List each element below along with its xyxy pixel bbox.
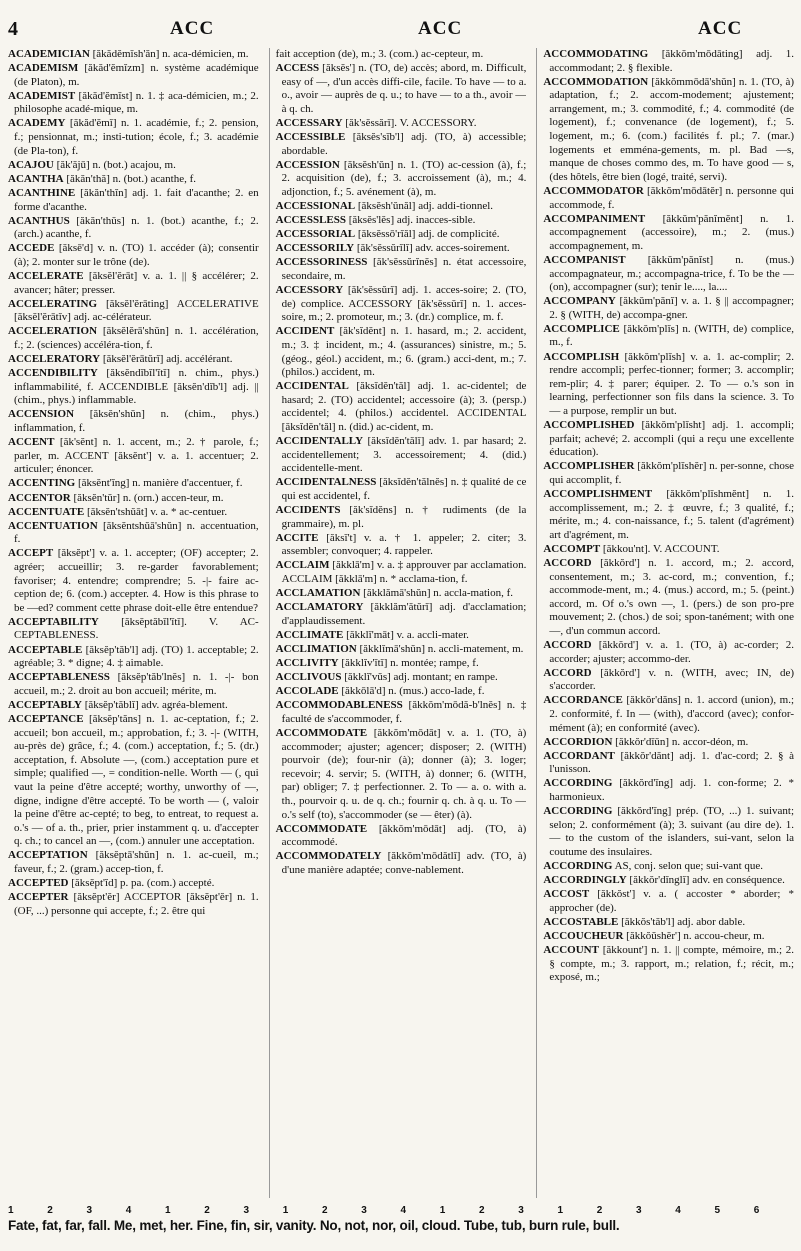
dictionary-entry (8, 506, 259, 520)
entry-definition: [ăkkŏr'dăns] n. 1. accord (union), m.; 2. conformité, f. In — (with), d'accord (avec); confor-mément (à); en conformité (avec). (549, 694, 794, 734)
pronunciation-number: 4 (400, 1205, 407, 1216)
dictionary-columns (8, 48, 794, 1198)
entry-headword: ACCENTUATION (8, 519, 98, 532)
dictionary-entry (543, 750, 794, 777)
entry-headword: ACCENT (8, 436, 55, 449)
entry-definition: [ăksĕpt'ĭd] p. pa. (com.) accepté. (71, 877, 215, 890)
pronunciation-number: 1 (557, 1205, 564, 1216)
entry-headword: ACCITE (275, 531, 319, 544)
dictionary-entry (8, 436, 259, 477)
entry-headword: ACADEMIST (8, 89, 76, 102)
dictionary-entry (543, 667, 794, 694)
entry-headword: ACANTHINE (8, 186, 76, 199)
entry-headword: ACCEPT (8, 547, 54, 560)
dictionary-entry (276, 284, 527, 325)
entry-definition: [ăksĕpt'ĕr] ACCEPTOR [ăksĕpt'ĕr] n. 1. (OF, ...) personne qui accepte, f.; 2. être qui (14, 891, 259, 917)
entry-headword: ACCESSORIAL (275, 228, 356, 241)
entry-headword: ACCELERATORY (8, 353, 101, 366)
dictionary-entry (276, 504, 527, 531)
entry-definition: [ăksĕptăbĭl'ĭtĭ]. V. AC-CEPTABLENESS. (14, 615, 259, 642)
dictionary-entry (543, 488, 794, 542)
entry-headword: ACCOMPANY (543, 295, 616, 308)
pronunciation-number: 2 (204, 1205, 210, 1216)
dictionary-entry (543, 694, 794, 735)
entry-headword: ACCOMPLISHMENT (543, 488, 653, 500)
entry-headword: ACCESSIBLE (275, 131, 346, 144)
dictionary-entry (8, 62, 259, 89)
entry-headword: ACCORD (543, 556, 592, 569)
entry-headword: ACCESSLESS (275, 214, 346, 227)
dictionary-entry (276, 850, 527, 877)
entry-definition: [ăkkŏm'plĭs] n. (WITH, de) complice, m., f. (549, 322, 794, 349)
entry-headword: ACCORD (543, 639, 592, 652)
entry-headword: ACCENSION (8, 408, 75, 421)
dictionary-entry (276, 699, 527, 726)
entry-definition: [ăksĕpt'] v. a. 1. accepter; (OF) accepter; 2. agréer; accueillir; 3. re-garder favorablement; favoriser; 4. entendre; comprendre; 5. -|- faire ac-ception de; 6. (com.) accepter. 4. How is this phrase to be —ed? comment cette phrase doit-elle être entendue? (14, 547, 259, 614)
entry-definition: [ăkkŏrd'ĭng] adj. 1. con-forme; 2. * harmonieux. (549, 777, 794, 804)
entry-headword: ACCELERATION (8, 325, 98, 338)
entry-headword: ACCOMPANIST (543, 253, 626, 266)
entry-headword: ACCIDENTAL (275, 380, 349, 393)
dictionary-entry (276, 256, 527, 283)
dictionary-entry (276, 587, 527, 601)
entry-definition: [ăkkount'] n. 1. || compte, mémoire, m.; 2. § compte, m.; 3. rapport, m.; relation, f.; récit, m.; exposé, m.; (549, 944, 794, 984)
entry-definition: [ăkklĭv'ĭtĭ] n. montée; rampe, f. (341, 657, 479, 670)
dictionary-entry (8, 367, 259, 408)
page-header (8, 18, 793, 48)
entry-headword: ACCOMMODATE (275, 822, 368, 835)
entry-headword: ACCESSORILY (275, 242, 355, 255)
dictionary-entry (276, 685, 527, 699)
entry-definition: [ăkkŭm'pănĭmĕnt] n. 1. accompagnement (accessoire), m.; 2. (mus.) accompagnement, m. (549, 212, 794, 252)
entry-headword: ACCESS (275, 62, 320, 75)
dictionary-entry (276, 117, 527, 131)
pronunciation-number: 5 (714, 1205, 721, 1216)
entry-headword: ACCOLADE (275, 685, 339, 698)
pronunciation-number: 4 (675, 1205, 681, 1216)
dictionary-entry (276, 727, 527, 822)
dictionary-entry (8, 408, 259, 435)
entry-definition: [ăksĕs'lĕs] adj. inacces-sible. (348, 214, 476, 227)
entry-definition: [ăkkŏm'mōdātĕr] n. personne qui accommode, f. (549, 184, 794, 211)
entry-definition: [ăksĕnt'ĭng] n. manière d'accentuer, f. (77, 477, 243, 490)
dictionary-entry (543, 185, 794, 212)
dictionary-entry (543, 295, 794, 322)
entry-definition: [ăkăd'ĕmĭst] n. 1. ‡ aca-démicien, m.; 2. philosophe acadé-mique, m. (14, 89, 259, 116)
dictionary-entry (543, 323, 794, 350)
entry-headword: ACADEMY (8, 117, 66, 130)
entry-headword: ACCOMPLISHED (543, 419, 635, 432)
entry-definition: [ăkăn'thă] n. (bot.) acanthe, f. (66, 172, 197, 185)
pronunciation-number: 3 (243, 1205, 250, 1216)
dictionary-entry (276, 380, 527, 434)
pronunciation-key: Fate, fat, far, fall. Me, met, her. Fine, fin, sir, vanity. No, not, nor, oil, cloud. Tube, tub, burn rule, bull. (8, 1218, 620, 1233)
pronunciation-number: 1 (8, 1205, 14, 1216)
dictionary-entry (8, 891, 259, 918)
dictionary-entry (276, 159, 527, 200)
entry-headword: ACCENTOR (8, 491, 71, 504)
dictionary-entry (8, 117, 259, 158)
entry-definition: [ăk'sĕssŭrĭ] adj. 1. acces-soire; 2. (TO, de) complice. ACCESSORY [ăk'sĕssŭrĭ] n. 1. acces-soire, m.; 2. promoteur, m.; 3. (dr.) complice, m. f. (281, 284, 527, 324)
entry-headword: ACCLIVITY (275, 657, 339, 670)
pronunciation-number: 2 (322, 1205, 328, 1216)
entry-definition: [ăkkŏr'dănt] adj. 1. d'ac-cord; 2. § à l'unisson. (549, 749, 794, 776)
entry-headword: ACCESSARY (275, 116, 343, 129)
entry-definition: [ăkkŏm'plĭshmĕnt] n. 1. accomplissement, m.; 2. ‡ œuvre, f.; 3 qualité, f.; mérite, m.; 4. con-naissance, f.; 5. talent (d'agrément) art d'agrément, m. (549, 488, 794, 541)
dictionary-entry (8, 270, 259, 297)
entry-definition: [ăksĕptā'shŭn] n. 1. ac-cueil, m.; faveur, f.; 2. (gram.) accep-tion, f. (14, 849, 259, 876)
entry-definition: [ăk'ăjū] n. (bot.) acajou, m. (56, 158, 176, 171)
entry-headword: ACCORDING (543, 860, 613, 873)
entry-headword: ACCLIMATE (275, 628, 344, 641)
entry-definition: [ăkkŏst'] v. a. ( accoster * aborder; * approcher (de). (549, 888, 794, 914)
entry-definition: [ăksĕp'tăns] n. 1. ac-ceptation, f.; 2. accueil; bon accueil, m.; approbation, f.; 3. -|- (WITH, au-près de) grâce, f.; 4. (com.) acceptation, f.; 5. (dr.) acceptation, f. Absolute —, (com.) acceptation pure et simple; qualified —, = condition-nelle. Worth — (, qui vaut la peine d'être accepté; worthy, unworthy of —, digne, indigne d'être accepté. To be worth — (, valoir la peine d'être ac-cepté; to beg, to entreat, to request a. o.'s — of a. th., prier, prier instamment q. u. d'accepter q. ch.; to cancel an —, (com.) annuler une acceptation. (14, 713, 259, 848)
entry-definition: [ăkkŏm'mōdătlĭ] adv. (TO, à) d'une manière adaptée; conve-nablement. (281, 850, 527, 877)
pronunciation-number: 4 (125, 1205, 132, 1216)
entry-headword: ACCOMMODATING (543, 48, 649, 60)
dictionary-entry (543, 543, 794, 557)
dictionary-entry (8, 48, 259, 62)
entry-headword: ACCOMPLISH (543, 350, 620, 363)
dictionary-entry (276, 48, 527, 62)
entry-headword: ACCELERATING (8, 297, 98, 310)
dictionary-entry (8, 90, 259, 117)
pronunciation-numbers (8, 1205, 793, 1216)
dictionary-entry (8, 713, 259, 849)
entry-headword: ACCOUNT (543, 944, 599, 957)
dictionary-entry (543, 944, 794, 985)
entry-headword: ACCLAIM (275, 559, 330, 572)
dictionary-entry (276, 643, 527, 657)
dictionary-entry (8, 547, 259, 615)
dictionary-entry (543, 557, 794, 639)
entry-definition: [ăkkŏmmōdā'shŭn] n. 1. (TO, à) adaptation, f.; 2. accom-modement; ajustement; arrangement, m.; 3. commodité, f.; 4. commodité (de logement), f.; convenance (de logement), f.; 5. logement, m.; 6. (com.) facilités f. pl.; 7. (mar.) logements et emména-gements, m. pl. Bad —s, manque de choses commo des, m. To have good — s, (des hôtels, être bien (logé, traité, servi). (549, 75, 794, 183)
dictionary-entry (276, 532, 527, 559)
dictionary-entry (543, 777, 794, 804)
entry-definition: [ăkăd'ĕmĭ] n. 1. académie, f.; 2. pension, f.; pensionnat, m.; insti-tution; école, f.; 3. académie (de Pla-ton), f. (14, 117, 259, 157)
entry-definition: [ăkkŏm'mōdāt] v. a. 1. (TO, à) accommoder; ajuster; agencer; disposer; 2. (WITH) pourvoir (de); four-nir (à); donner (à); 3. loger; recevoir; 4. servir; 5. (WITH, à) donner; 6. (WITH, par) obliger; 7. ‡ perfectionner. 2. To — a. o. with a. th., pourvoir q. u. de q. ch.; fournir q. ch. à q. u. To — o.'s self (to), s'accommoder (se — êter) (à). (281, 727, 527, 821)
entry-definition: [ăksĕlĕrā'shŭn] n. 1. accélération, f.; 2. (sciences) accéléra-tion, f. (14, 325, 259, 351)
dictionary-entry (276, 435, 527, 476)
dictionary-entry (276, 629, 527, 643)
pronunciation-number: 3 (361, 1205, 367, 1216)
dictionary-entry (543, 805, 794, 859)
dictionary-entry (543, 930, 794, 944)
entry-definition: [ăksĭdĕn'tăl] adj. 1. ac-cidentel; de hasard; 2. (TO) accidentel; accessoire (à); 3. (persp.) accidentel; 4. (philos.) accidentel. ACCIDENTAL [ăksĭdĕn'tăl] n. (did.) ac-cident, m. (281, 380, 527, 434)
entry-definition: [ăksĭdĕn'tălĭ] adv. 1. par hasard; 2. accidentellement; 3. accessoirement; 4. (did.) accidentelle-ment. (281, 435, 527, 475)
dictionary-entry (543, 874, 794, 888)
entry-definition: [ăkkŏr'dĭŭn] n. accor-déon, m. (615, 735, 749, 748)
entry-definition: [ăkkŭm'pănĭ] v. a. 1. § || accompagner; 2. § (WITH, de) accompa-gner. (549, 295, 794, 321)
entry-definition: [ăksĕp'tăb'lnĕs] n. 1. -|- bon accueil, m.; 2. droit au bon accueil; mérite, m. (14, 671, 259, 697)
entry-headword: ACCEPTABLENESS (8, 671, 110, 684)
dictionary-entry (276, 131, 527, 158)
dictionary-entry (8, 159, 259, 173)
entry-definition: [ăksĕs'sĭb'l] adj. (TO, à) accessible; abordable. (281, 131, 527, 157)
dictionary-entry (8, 616, 259, 643)
entry-headword: ACCEPTATION (8, 849, 88, 862)
entry-definition: [ăkăd'ĕmĭzm] n. système académique (de Platon), m. (14, 62, 259, 88)
entry-headword: ACCIDENTS (275, 504, 341, 517)
entry-headword: ACCOMPANIMENT (543, 212, 646, 225)
entry-headword: ACCENDIBILITY (8, 367, 98, 380)
entry-headword: ACCELERATE (8, 270, 84, 282)
entry-definition: [ăkkŏm'plĭshĕr] n. per-sonne, chose qui accomplit, f. (549, 460, 794, 486)
dictionary-entry (8, 644, 259, 671)
dictionary-entry (276, 242, 527, 256)
entry-headword: ACCIDENTALNESS (275, 476, 377, 489)
entry-definition: [ăkklĭmā'shŭn] n. accli-matement, m. (359, 643, 524, 656)
entry-headword: ACCOST (543, 888, 590, 901)
dictionary-entry (543, 213, 794, 254)
pronunciation-number: 2 (479, 1205, 485, 1216)
entry-headword: ACCLAMATION (275, 587, 361, 600)
dictionary-entry (543, 254, 794, 295)
entry-definition: [ăksĕntshŭā'shŭn] n. accentuation, f. (14, 519, 259, 546)
entry-headword: ACCORD (543, 666, 592, 679)
entry-headword: ACCOMMODATION (543, 75, 649, 88)
entry-definition: [ăksĕsh'ŭn] n. 1. (TO) ac-cession (à), f.; 2. acquisition (de), f.; 3. accroissement (à), m.; 4. adjonction, f.; 5. avénement (à), m. (281, 158, 527, 198)
entry-headword: ACCOUCHEUR (543, 930, 624, 942)
dictionary-entry (543, 860, 794, 874)
pronunciation-number: 1 (165, 1205, 171, 1216)
entry-definition: [ăk'sĕssŭrĭnĕs] n. état accessoire, secondaire, m. (281, 256, 527, 282)
entry-definition: [ăk'sĕssărĭ]. V. ACCESSORY. (345, 116, 477, 129)
dictionary-entry (543, 419, 794, 460)
entry-definition: [ăk'sĕnt] n. 1. accent, m.; 2. † parole, f.; parler, m. ACCENT [ăksĕnt'] v. a. 1. accentuer; 2. articuler; énoncer. (14, 436, 259, 476)
entry-headword: ACCOMPT (543, 542, 601, 555)
entry-definition: [ăk'sĕssŭrĭlĭ] adv. acces-soirement. (356, 242, 510, 255)
entry-definition: [ăksĕn'tŭr] n. (orn.) accen-teur, m. (73, 491, 224, 504)
entry-headword: ACCORDANCE (543, 694, 623, 707)
entry-definition: [ăksĕl'ĕrāting] ACCELERATIVE [ăksĕl'ĕrātĭv] adj. ac-célérateur. (14, 297, 259, 324)
entry-headword: ACCOMMODATELY (275, 850, 382, 863)
dictionary-entry (276, 559, 527, 586)
dictionary-entry (8, 242, 259, 269)
pronunciation-number: 2 (47, 1205, 53, 1216)
pronunciation-number: 1 (282, 1205, 289, 1216)
entry-definition: [ăkkōlā'd] n. (mus.) acco-lade, f. (341, 685, 485, 698)
pronunciation-number: 3 (518, 1205, 524, 1216)
entry-headword: ACCLAMATORY (275, 601, 364, 614)
entry-definition: [ăkkŏs'tăb'l] adj. abor dable. (621, 915, 746, 928)
dictionary-entry (543, 916, 794, 930)
entry-definition: [ăkkŏrd'] v. n. (WITH, avec; IN, de) s'accorder. (549, 666, 794, 693)
dictionary-entry (543, 351, 794, 419)
entry-headword: ACAJOU (8, 158, 54, 171)
dictionary-entry (276, 601, 527, 628)
dictionary-entry (276, 657, 527, 671)
entry-headword: ACCEPTABLE (8, 643, 83, 656)
entry-definition: [ăksĕn'shŭn] n. (chim., phys.) inflammation, f. (14, 408, 259, 435)
dictionary-entry (8, 325, 259, 352)
pronunciation-number: 2 (596, 1205, 603, 1216)
dictionary-entry (543, 460, 794, 487)
page-number: 4 (8, 18, 18, 40)
entry-definition: [ăkkŏm'mōdāting] adj. 1. accommodant; 2. § flexible. (549, 48, 794, 74)
pronunciation-footer (8, 1205, 793, 1249)
entry-headword: ACCORDION (543, 735, 613, 748)
entry-headword: ACCEPTANCE (8, 713, 84, 725)
entry-definition: [ăksĕs'] n. (TO, de) accès; abord, m. Difficult, easy of —, d'un accès diffi-cile, facile. To have — to a. o., avoir — auprès de q. u.; to have — to a th., avoir — à q. ch. (281, 62, 527, 115)
column-right (536, 48, 794, 1198)
entry-definition: [ăk'sĭdĕns] n. † rudiments (de la grammaire), m. pl. (281, 504, 527, 530)
entry-definition: [ăkklā'm] v. a. ‡ approuver par acclamation. ACCLAIM [ăkklā'm] n. * acclama-tion, f. (281, 559, 527, 586)
guide-word-middle: ACC (418, 18, 463, 39)
dictionary-entry (8, 849, 259, 876)
dictionary-entry (8, 298, 259, 325)
entry-definition: [ăkklĭ'vŭs] adj. montant; en rampe. (344, 671, 498, 684)
guide-word-right: ACC (698, 18, 743, 39)
dictionary-entry (276, 325, 527, 379)
entry-definition: [ăkkŏm'plĭsh] v. a. 1. ac-complir; 2. rendre accompli; perfec-tionner; former; 3. accomplir; rem-plir; 4. ‡ parer; équiper. 2. To — o.'s son in learning, perfectionner son fils dans la science. 3. To — a purpose, remplir un but. (549, 350, 794, 417)
entry-definition: [ăksĕp'tăb'l] adj. (TO) 1. acceptable; 2. agréable; 3. * digne; 4. ‡ aimable. (14, 643, 259, 670)
entry-headword: ACCOMMODATE (275, 727, 368, 740)
entry-headword: ACCENTUATE (8, 505, 85, 518)
entry-headword: ACCESSORY (275, 284, 344, 297)
dictionary-entry (276, 476, 527, 503)
entry-headword: ACCORDINGLY (543, 874, 627, 887)
entry-headword: ACCEPTABLY (8, 698, 82, 711)
entry-headword: ACCOMPLICE (543, 322, 620, 335)
dictionary-entry (276, 200, 527, 214)
entry-definition: [ăksĕndĭbĭl'ĭtĭ] n. chim., phys.) inflammabilité, f. ACCENDIBLE [ăksĕn'dĭb'l] adj. || (chim., phys.) inflammable. (14, 367, 259, 407)
entry-definition: [ăkklămā'shŭn] n. accla-mation, f. (363, 587, 513, 600)
entry-definition: [ăkkou'nt]. V. ACCOUNT. (602, 542, 720, 555)
entry-headword: ACADEMISM (8, 62, 79, 75)
entry-definition: [ăkăn'thĭn] adj. 1. fait d'acanthe; 2. en forme d'acanthe. (14, 186, 259, 213)
entry-headword: ACCLIMATION (275, 643, 357, 656)
entry-definition: [ăkklĭ'māt] v. a. accli-mater. (346, 628, 469, 641)
column-left (8, 48, 259, 1198)
dictionary-entry (276, 228, 527, 242)
dictionary-entry (8, 353, 259, 367)
dictionary-entry (276, 62, 527, 116)
entry-headword: ACCOMMODATOR (543, 184, 644, 197)
entry-definition: [ăksĕp'tăblĭ] adv. agréa-blement. (84, 698, 228, 711)
entry-definition: [ăkkŏr'dĭnglĭ] adv. en conséquence. (629, 874, 785, 887)
column-middle (269, 48, 527, 1198)
dictionary-entry (543, 736, 794, 750)
entry-definition: [ăkkŏŭshĕr'] n. accou-cheur, m. (626, 930, 765, 942)
entry-headword: ACCEPTER (8, 891, 69, 904)
pronunciation-number: 6 (753, 1205, 760, 1216)
dictionary-entry (543, 639, 794, 666)
entry-definition: [ăksĕsh'ŭnăl] adj. addi-tionnel. (357, 200, 494, 213)
entry-headword: ACADEMICIAN (8, 48, 90, 60)
entry-definition: [ăkkŏrd'] v. a. 1. (TO, à) ac-corder; 2. accorder; ajuster; accommo-der. (549, 639, 794, 665)
entry-definition: [ăkăn'thŭs] n. 1. (bot.) acanthe, f.; 2. (arch.) acanthe, f. (14, 214, 259, 241)
entry-headword: ACCESSIONAL (275, 200, 356, 213)
entry-headword: ACCIDENTALLY (275, 435, 364, 448)
entry-headword: ACANTHUS (8, 214, 70, 227)
entry-definition: [ăk'sĭdĕnt] n. 1. hasard, m.; 2. accident, m.; 3. ‡ incident, m.; 4. (assurances) sinistre, m.; 5. (géog., géol.) accident, m.; 6. (gram.) acci-dent, m.; 7. (philos.) accident, m. (281, 325, 527, 379)
entry-headword: ACCOSTABLE (543, 915, 619, 928)
guide-word-left: ACC (170, 18, 215, 39)
dictionary-entry (276, 671, 527, 685)
dictionary-entry (543, 76, 794, 185)
entry-definition: [ăksē'd] v. n. (TO) 1. accéder (à); consentir (à); 2. monter sur le trône (de). (14, 242, 259, 268)
dictionary-entry (8, 477, 259, 491)
dictionary-entry (276, 823, 527, 850)
entry-definition: [ăkkŏm'mōdă-b'lnĕs] n. ‡ faculté de s'accommoder, f. (281, 699, 527, 725)
entry-headword: ACCOMPLISHER (543, 460, 635, 473)
entry-headword: ACCLIVOUS (275, 671, 342, 684)
entry-definition: [ăkădĕmĭsh'ăn] n. aca-démicien, m. (92, 48, 249, 60)
entry-headword: ACCORDING (543, 805, 613, 818)
entry-headword: ACANTHA (8, 172, 64, 185)
dictionary-entry (8, 520, 259, 547)
entry-headword: ACCEPTED (8, 877, 69, 890)
entry-definition: [ăkkŭm'pănĭst] n. (mus.) accompagnateur, m.; accompagna-trice, f. To be the — (on), accompagner (sur); tenir le...., la.... (549, 253, 794, 294)
entry-headword: ACCOMMODABLENESS (275, 699, 403, 712)
entry-headword: ACCENTING (8, 477, 76, 490)
entry-headword: ACCEPTABILITY (8, 615, 99, 628)
dictionary-entry (8, 699, 259, 713)
dictionary-entry (8, 173, 259, 187)
entry-definition: [ăkkŏm'plĭsht] adj. 1. accompli; parfait; achevé; 2. accompli (qui a reçu une excellente éducation). (549, 419, 794, 459)
entry-definition: fait acception (de), m.; 3. (com.) ac-cepteur, m. (275, 48, 484, 60)
entry-definition: [ăkkŏrd'ĭng] prép. (TO, ...) 1. suivant; selon; 2. conformément (à); 3. suivant (au dire de). 1. — to the custom of the islanders, sui-vant, selon la coutume des insulaires. (549, 805, 794, 858)
dictionary-entry (543, 48, 794, 75)
entry-definition: [ăksĕl'ĕrātŭrĭ] adj. accélérant. (102, 353, 233, 366)
entry-headword: ACCORDING (543, 777, 613, 790)
dictionary-entry (8, 215, 259, 242)
dictionary-entry (8, 187, 259, 214)
entry-definition: [ăkklăm'ătŭrĭ] adj. d'acclamation; d'applaudissement. (281, 601, 527, 627)
entry-definition: AS, conj. selon que; sui-vant que. (614, 860, 764, 873)
dictionary-entry (8, 877, 259, 891)
entry-definition: [ăksĭdĕn'tălnĕs] n. ‡ qualité de ce qui est accidentel, f. (281, 476, 527, 502)
entry-definition: [ăkkŏm'mōdāt] adj. (TO, à) accommodé. (281, 822, 527, 849)
entry-headword: ACCESSION (275, 158, 340, 171)
pronunciation-number: 3 (86, 1205, 93, 1216)
dictionary-entry (276, 214, 527, 228)
entry-definition: [ăksĕl'ĕrāt] v. a. 1. || § accélérer; 2. avancer; hâter; presser. (14, 270, 259, 296)
pronunciation-number: 1 (439, 1205, 446, 1216)
entry-definition: [ăksĭ't] v. a. † 1. appeler; 2. citer; 3. assembler; convoquer; 4. rappeler. (281, 531, 527, 558)
dictionary-entry (8, 492, 259, 506)
entry-definition: [ăksĕssō'rĭăl] adj. de complicité. (357, 228, 500, 241)
entry-definition: [ăksĕn'tshŭāt] v. a. * ac-centuer. (86, 505, 228, 518)
entry-headword: ACCIDENT (275, 325, 335, 338)
entry-headword: ACCEDE (8, 242, 55, 255)
entry-headword: ACCESSORINESS (275, 256, 368, 269)
entry-headword: ACCORDANT (543, 749, 615, 762)
entry-definition: [ăkkŏrd'] n. 1. accord, m.; 2. accord, consentement, m.; 3. ac-cord, m.; convention, f.; accommode-ment, m.; 4. (mus.) accord, m.; 5. (peint.) accord, m. Of o.'s own —, 1. (pers.) de son pro-pre mouvement; 2. (chos.) de soi; spon-tanément; with one —, d'un commun accord. (549, 556, 794, 637)
pronunciation-number: 3 (636, 1205, 642, 1216)
dictionary-entry (543, 888, 794, 915)
dictionary-entry (8, 671, 259, 698)
